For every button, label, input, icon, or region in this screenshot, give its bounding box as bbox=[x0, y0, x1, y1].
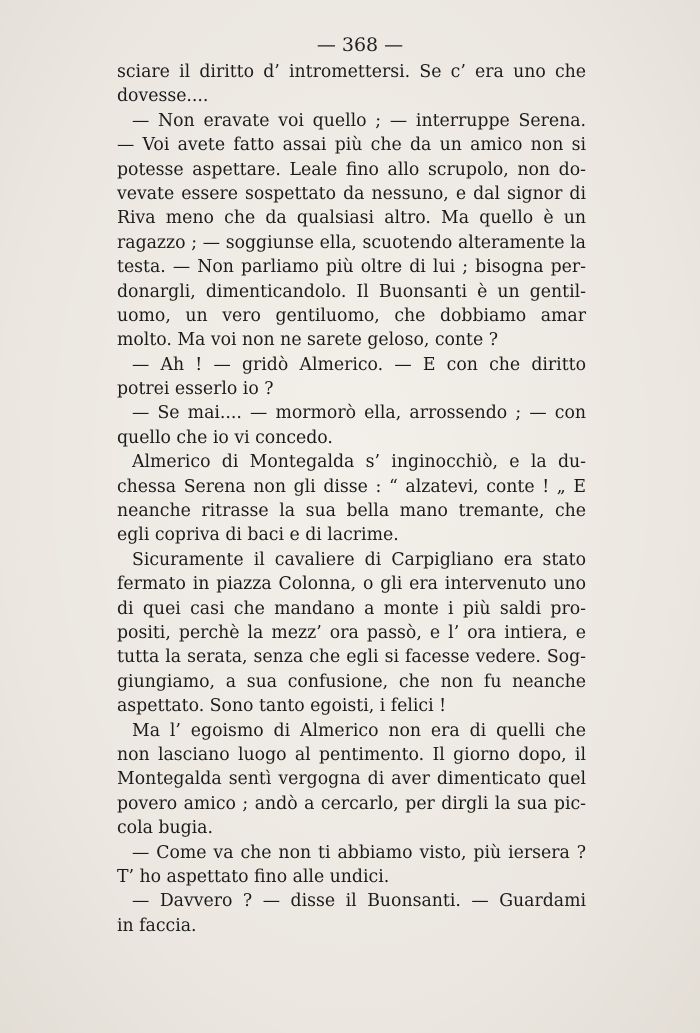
text-line: molto. Ma voi non ne sarete geloso, conte ? bbox=[117, 330, 498, 351]
text-line: ragazzo ; — soggiunse ella, scuotendo alteramente la bbox=[117, 232, 586, 253]
text-line: uomo, un vero gentiluomo, che dobbiamo amar bbox=[117, 305, 586, 326]
text-line: neanche ritrasse la sua bella mano tremante, che bbox=[117, 501, 586, 522]
text-line: — Ah ! — gridò Almerico. — E con che diritto bbox=[132, 354, 586, 375]
text-line: positi, perchè la mezz’ ora passò, e l’ ora intiera, e bbox=[117, 622, 586, 643]
text-line: povero amico ; andò a cercarlo, per dirgli la sua pic- bbox=[117, 793, 586, 814]
text-line: quello che io vi concedo. bbox=[117, 427, 333, 448]
text-line: Sicuramente il cavaliere di Carpigliano era stato bbox=[132, 549, 586, 570]
text-line: giungiamo, a sua confusione, che non fu neanche bbox=[117, 671, 586, 692]
page-number: — 368 — bbox=[316, 34, 404, 56]
text-line: T’ ho aspettato fino alle undici. bbox=[117, 866, 390, 887]
text-line: donargli, dimenticandolo. Il Buonsanti è un gentil- bbox=[117, 281, 586, 302]
text-line: sciare il diritto d’ intromettersi. Se c’ era uno che bbox=[117, 62, 586, 82]
text-line: Almerico di Montegalda s’ inginocchiò, e la du- bbox=[132, 452, 586, 473]
text-line: egli copriva di baci e di lacrime. bbox=[117, 525, 399, 546]
text-line: — Come va che non ti abbiamo visto, più iersera ? bbox=[132, 842, 586, 863]
text-line: Riva meno che da qualsiasi altro. Ma quello è un bbox=[117, 208, 586, 229]
text-line: aspettato. Sono tanto egoisti, i felici ! bbox=[117, 696, 447, 717]
text-line: Montegalda sentì vergogna di aver dimenticato quel bbox=[117, 769, 586, 790]
text-line: cola bugia. bbox=[117, 818, 213, 839]
text-line: di quei casi che mandano a monte i più saldi pro- bbox=[117, 598, 586, 619]
text-line: vevate essere sospettato da nessuno, e dal signor di bbox=[117, 183, 586, 204]
text-line: potesse aspettare. Leale fino allo scrupolo, non do- bbox=[117, 159, 586, 180]
text-line: tutta la serata, senza che egli si facesse vedere. Sog- bbox=[117, 647, 586, 668]
text-line: — Davvero ? — disse il Buonsanti. — Guardami bbox=[132, 891, 586, 912]
text-line: testa. — Non parliamo più oltre di lui ; bisogna per- bbox=[117, 257, 586, 278]
text-line: Ma l’ egoismo di Almerico non era di quelli che bbox=[132, 720, 586, 741]
text-line: in faccia. bbox=[117, 915, 197, 936]
text-line: non lasciano luogo al pentimento. Il giorno dopo, il bbox=[117, 744, 586, 765]
text-line: — Se mai.... — mormorò ella, arrossendo ; — con bbox=[132, 403, 586, 424]
text-line: — Voi avete fatto assai più che da un amico non si bbox=[117, 135, 586, 156]
text-line: dovesse.... bbox=[117, 86, 209, 107]
body-text bbox=[117, 60, 586, 938]
text-line: chessa Serena non gli disse : “ alzatevi, conte ! „ E bbox=[117, 476, 586, 497]
text-line: — Non eravate voi quello ; — interruppe Serena. bbox=[132, 110, 586, 131]
text-line: fermato in piazza Colonna, o gli era intervenuto uno bbox=[117, 574, 586, 595]
text-line: potrei esserlo io ? bbox=[117, 379, 274, 400]
